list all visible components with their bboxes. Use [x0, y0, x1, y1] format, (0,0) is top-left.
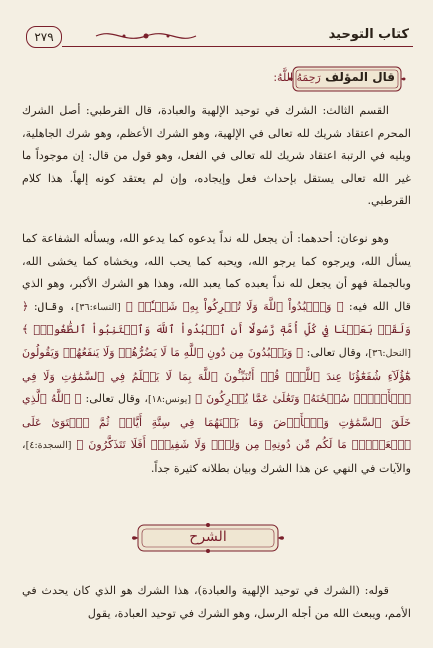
verse-reference: [النساء:٣٦]: [75, 301, 121, 313]
connector-text: ، والآيات في النهي عن هذا الشرك وبيان بطلانه كثيرة جداً.: [22, 438, 411, 475]
verse-reference: [يونس:١٨]: [147, 394, 192, 406]
paragraph-commentary: [22, 580, 411, 625]
paragraph-text: قوله: (الشرك في توحيد الإلهية والعبادة)، هذا الشرك هو الذي كان يحدث في الأمم، ويبعث الله من أجله الرسل، وهو الشرك في توحيد العبادة، يقول: [22, 584, 411, 620]
paragraph-quartubi: [22, 100, 411, 213]
section-heading: [128, 521, 288, 555]
paragraph-text: القسم الثالث: الشرك في توحيد الإلهية والعبادة، قال القرطبي: أصل الشرك المحرم اعتقاد شريك لله تعالى في الإلهية، وهو الشرك الأعظم، وهو شرك الجاهلية، ويليه في الرتبة اعتقاد شريك لله تعالى في الفعل، وهو قول من قال: إن موجوداً ما غير الله تعالى يستقل بإحداث فعل وإيجاده، وإن لم يعتقد كونه إلهاً. هذا كلام القرطبي.: [22, 104, 411, 208]
connector-text: ، وقال تعالى:: [85, 392, 148, 406]
quran-verse: ﴿ وَٱعۡبُدُواْ ٱللَّهَ وَلَا تُشۡرِكُواْ بِهِۦ شَيۡـٔٗاۖ ﴾: [126, 299, 344, 313]
page-number: ٢٧٩: [26, 26, 62, 48]
verse-reference: [النحل:٣٦]: [368, 347, 411, 359]
quran-verse: ﴿ وَيَعۡبُدُونَ مِن دُونِ ٱللَّهِ مَا لَا يَضُرُّهُمۡ وَلَا يَنفَعُهُمۡ وَيَقُولُونَ هَٰٓؤُلَآءِ شُفَعَٰٓؤُنَا عِندَ ٱللَّهِۚ قُلۡ أَتُنَبِّـُٔونَ ٱللَّهَ بِمَا لَا يَعۡلَمُ فِي ٱلسَّمَٰوَٰتِ وَلَا فِي ٱلۡأَرۡضِۚ سُبۡحَٰنَهُۥ وَتَعَٰلَىٰ عَمَّا يُشۡرِكُونَ ﴾: [22, 345, 411, 406]
page-header: [20, 26, 413, 50]
section-title: الشرح: [189, 529, 227, 545]
header-ornament-icon: [94, 28, 198, 44]
paragraph-text: وهو نوعان: أحدهما: أن يجعل لله نداً يدعوه كما يدعو الله، ويسأله الشفاعة كما يسأل الله، ويرجوه كما يرجو الله، ويحبه كما يحب الله، ويخشاه كما يخشى الله، وبالجملة فهو أن يجعل لله نداً يعبده كما يعبد الله، وهذا هو الشرك الأكبر، وهو الذي قال الله فيه:: [22, 232, 411, 313]
connector-text: ، وقال تعالى:: [306, 345, 369, 359]
paragraph-with-verses: [22, 228, 411, 481]
author-heading: [273, 64, 407, 94]
author-honorific: رَحِمَهُ اللَّهُ:: [273, 71, 321, 84]
quran-verse: ﴿ وَلَقَدۡ بَعَثۡنَا فِي كُلِّ أُمَّةٖ رَّسُولًا أَنِ ٱعۡبُدُواْ ٱللَّهَ وَٱجۡتَنِبُواْ ٱلطَّٰغُوتَۖ ﴾: [22, 299, 411, 337]
author-label: [273, 70, 395, 84]
author-label-text: قال المؤلف: [325, 70, 395, 84]
book-title: كتاب التوحيد: [328, 27, 409, 42]
quran-verse: ﴿ ٱللَّهُ ٱلَّذِي خَلَقَ ٱلسَّمَٰوَٰتِ وَٱلۡأَرۡضَ وَمَا بَيۡنَهُمَا فِي سِتَّةِ أَيَّامٖ ثُمَّ ٱسۡتَوَىٰ عَلَى ٱلۡعَرۡشِۖ مَا لَكُم مِّن دُونِهِۦ مِن وَلِيّٖ وَلَا شَفِيعٍۚ أَفَلَا تَتَذَكَّرُونَ ﴾: [22, 392, 411, 452]
connector-text: ، وقال:: [33, 299, 76, 313]
verse-reference: [السجدة:٤]: [25, 440, 72, 452]
header-divider: [62, 46, 413, 47]
paragraph-types: [22, 228, 411, 481]
